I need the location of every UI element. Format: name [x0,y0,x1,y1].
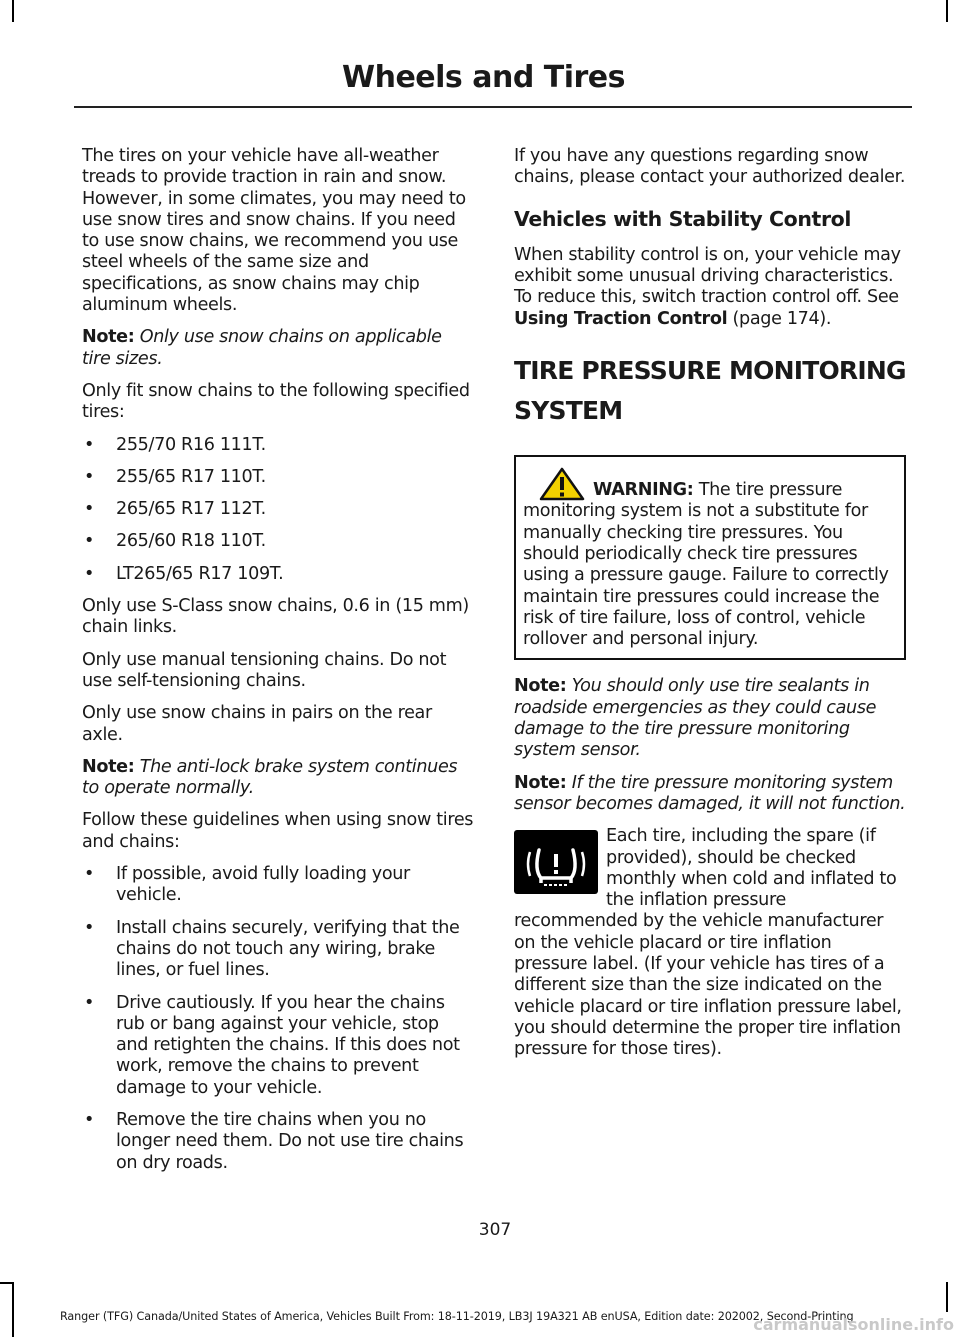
note-abs [82,757,474,800]
header-rule [74,106,912,108]
manual-tension-paragraph: Only use manual tensioning chains. Do not use self-tensioning chains. [82,649,447,691]
warning-triangle-icon [539,467,585,501]
fit-paragraph: Only fit snow chains to the following specified tires: [82,380,470,423]
left-column [82,146,474,1185]
tpms-warning-icon [514,830,598,894]
note-text: The anti-lock brake system continues to operate normally. [82,756,458,799]
tpms-check-text: Each tire, including the spare (if provided), should be checked monthly when cold and inflated to the inflation pressure recommended by the vehicle manufacturer on the vehicle placard or tire inflation pressure label. (If your vehicle has tires of a different size than the size indicated on the vehicle placard or tire inflation pressure label, you should determine the proper tire inflation pressure for those tires). [514,826,902,1060]
note-text: You should only use tire sealants in roadside emergencies as they could cause damage to the tire pressure monitoring system sensor. [514,676,877,761]
crop-mark-top-right-v [946,0,948,22]
note-snow-chains [82,327,474,370]
questions-paragraph: If you have any questions regarding snow chains, please contact your authorized dealer. [514,146,906,188]
pairs-paragraph: Only use snow chains in pairs on the rear axle. [82,703,432,745]
stability-heading: Vehicles with Stability Control [514,206,851,231]
watermark: carmanualsonline.info [753,1315,954,1334]
tire-size-list [82,435,474,585]
page-number: 307 [478,1220,512,1240]
footer-text: Ranger (TFG) Canada/United States of America, Vehicles Built From: 18-11-2019, LB3J 19A321 AB enUSA, Edition date: 202002, Second-Printing [60,1310,854,1323]
right-column [514,146,906,1072]
note-label: Note: [82,327,135,348]
note-text: Only use snow chains on applicable tire sizes. [82,327,442,369]
warning-label: WARNING: [593,480,694,501]
guidelines-list [82,864,474,1174]
crop-mark-bottom-left-h [0,1282,14,1284]
note-label: Note: [514,676,567,697]
crop-mark-top-left-v [12,0,14,22]
intro-paragraph: The tires on your vehicle have all-weather treads to provide traction in rain and snow. However, in some climates, you may need to use snow tires and snow chains. If you need to use snow chains, we recommend you use steel wheels of the same size and specifications, as snow chains may chip aluminum wheels. [82,146,466,316]
warning-box [514,455,906,660]
sclass-paragraph: Only use S-Class snow chains, 0.6 in (15 mm) chain links. [82,596,469,638]
section-heading-line1: TIRE PRESSURE MONITORING [514,356,906,386]
list-item: • 255/65 R17 110T. [82,467,474,488]
crop-mark-bottom-right-v [946,1282,948,1312]
page-title: Wheels and Tires [342,60,625,95]
note-sealants [514,676,906,761]
crop-mark-bottom-left-v [12,1282,14,1337]
section-heading [514,355,906,427]
list-item: • 265/65 R17 112T. [82,499,474,520]
list-item: • Install chains securely, verifying that the chains do not touch any wiring, brake lines, or fuel lines. [82,918,474,982]
tpms-paragraph-block [514,826,906,1060]
list-item: • 265/60 R18 110T. [82,531,474,552]
page-reference: (page 174). [727,308,832,329]
warning-text: The tire pressure monitoring system is not a substitute for manually checking tire pressures. You should periodically check tire pressures using a pressure gauge. Failure to correctly maintain tire pressures could increase the risk of tire failure, loss of control, vehicle rollover and personal injury. [523,480,889,650]
note-text: If the tire pressure monitoring system sensor becomes damaged, it will not function. [514,772,906,814]
stability-text: When stability control is on, your vehicle may exhibit some unusual driving characteristics. To reduce this, switch traction control off. See [514,244,901,308]
guidelines-paragraph: Follow these guidelines when using snow tires and chains: [82,810,474,852]
section-heading-line2: SYSTEM [514,396,623,426]
list-item: • LT265/65 R17 109T. [82,564,474,585]
stability-paragraph [514,245,906,330]
list-item: • Drive cautiously. If you hear the chains rub or bang against your vehicle, stop and retighten the chains. If this does not work, remove the chains to prevent damage to your vehicle. [82,993,474,1099]
traction-control-link[interactable]: Using Traction Control [514,308,728,329]
note-label: Note: [82,756,135,777]
list-item: • 255/70 R16 111T. [82,435,474,456]
list-item: • Remove the tire chains when you no longer need them. Do not use tire chains on dry roads. [82,1110,474,1174]
list-item: • If possible, avoid fully loading your vehicle. [82,864,474,907]
note-sensor [514,773,906,816]
note-label: Note: [514,772,567,793]
